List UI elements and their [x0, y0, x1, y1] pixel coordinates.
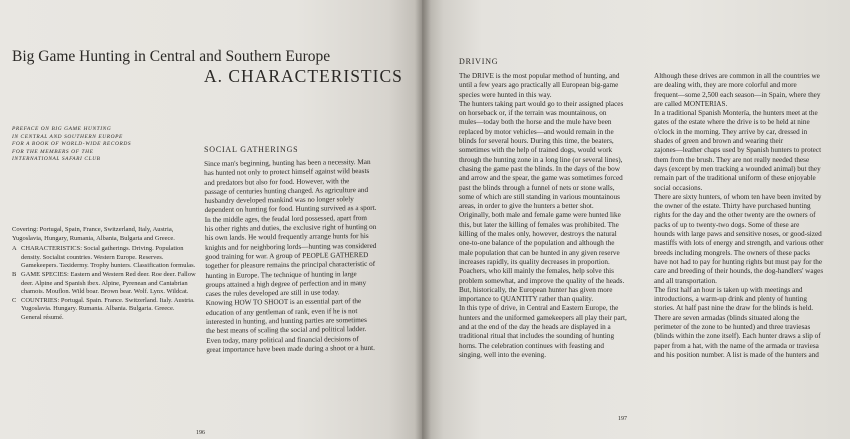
text-line: sometimes with the help of trained dogs, would work [459, 146, 613, 155]
text-line: mules—today both the horse and the mule have been [459, 118, 612, 127]
outline-text: CHARACTERISTICS: Social gatherings. Driving. Population density. Socialist countries. Western Europe. Reserves. Gamekeepers. Taxidermy. Trophy hunters. Classification formulas. [21, 245, 196, 270]
text-line: But, historically, the European hunter has given more [459, 285, 613, 294]
text-line: replaced by motor vehicles—and would remain in the [459, 127, 614, 136]
text-line: singing, well into the evening. [459, 350, 547, 359]
text-line: Although these drives are common in all the countries we [654, 72, 820, 80]
text-line: great importance have been made during a shoot or a hunt. [206, 343, 376, 354]
text-line: the best means of scaling the social and political ladder. [206, 325, 367, 336]
text-line: hunters and the uniformed gamekeepers all play their part, [459, 313, 627, 322]
text-line: and all transportation. [654, 276, 717, 285]
text-line: frequent—some 2,500 each season—in Spain, where they [654, 90, 821, 99]
text-line: In a traditional Spanish Montería, the hunters meet at the [654, 109, 818, 118]
outline-letter: A [12, 245, 17, 253]
text-line: together for pleasure remains the principal characteristic of [205, 260, 376, 271]
text-line: one-to-one balance of the population and although the [459, 239, 615, 248]
text-line: are called MONTERIAS. [654, 99, 728, 108]
text-line: Poachers, who kill mainly the females, help solve this [459, 267, 614, 276]
preface-line: PREFACE ON BIG GAME HUNTING [12, 126, 112, 132]
text-line: Since man's beginning, hunting has been a necessity. Man [204, 157, 371, 168]
preface-line: FOR THE MEMBERS OF THE [12, 148, 94, 155]
text-line: good training for war. A group of PEOPLE GATHERED [205, 250, 369, 261]
text-line: past the blinds through a funnel of nets or stone walls, [459, 183, 615, 192]
text-line: days (except by men tracking a wounded animal) but they [654, 164, 821, 173]
page-number: 197 [618, 416, 627, 422]
text-column-1 [459, 72, 627, 360]
preface-line: INTERNATIONAL SAFARI CLUB [12, 156, 101, 163]
text-line: shades of green and brown and wearing their [654, 137, 784, 146]
preface-line: FOR A BOOK OF WORLD-WIDE RECORDS [12, 141, 132, 148]
text-line: Originally, both male and female game were hunted like [459, 211, 621, 220]
text-line: interested in hunting, and hunting parties are sometimes [205, 316, 367, 327]
text-line: dependent on hunting for food. Hunting survived as a sport. [204, 204, 377, 215]
page-title: Big Game Hunting in Central and Southern Europe [12, 48, 331, 65]
text-line: this, but later the killing of females was prohibited. The [459, 220, 619, 229]
outline-text: COUNTRIES: Portugal. Spain. France. Switzerland. Italy. Austria. Yugoslavia. Hungary. Rumania. Albania. Bulgaria. Greece. General résumé. [21, 296, 195, 321]
text-line: passage of centuries hunting changed. As agriculture and [204, 185, 369, 196]
text-line: his other rights and duties, the exclusive right of hunting on [204, 222, 377, 234]
text-line: blinds for several hours. During this time, the beaters, [459, 137, 614, 146]
text-line: o'clock in the morning. They arrive by car, dressed in [654, 127, 808, 136]
text-line: chasing the game past the blinds. In the days of the bow [459, 164, 620, 173]
outline-letter: C [12, 296, 17, 304]
right-page [422, 0, 850, 439]
text-line: social occasions. [654, 183, 703, 192]
text-line: The hunters taking part would go to their assigned places [459, 99, 624, 108]
text-line: Even today, many political and financial decisions of [206, 334, 359, 345]
text-line: mastiffs with lots of energy and strength, and various other [654, 239, 824, 248]
text-line: stories. At half past nine the draw for the blinds is held. [654, 304, 814, 313]
text-column-2 [654, 72, 823, 360]
text-line: breeds including mongrels. The owners of these packs [654, 248, 810, 257]
text-line: rights for the day and the other twenty are the owners of [654, 211, 816, 220]
text-line: have not had to pay for hunting rights but must pay for the [654, 257, 823, 266]
section-subheading: SOCIAL GATHERINGS [204, 145, 299, 154]
text-line: groups attained a high degree of perfection and in many [205, 278, 367, 289]
left-page [0, 0, 422, 439]
text-line: care and breeding of their hounds, the dog-handlers' wages [654, 267, 824, 276]
text-line: and arrow and the spear, the game was sometimes forced [459, 174, 623, 183]
text-line: There are seven armadas (blinds situated along the [654, 313, 800, 322]
text-line: education of any gentleman of rank, even if he is not [205, 306, 358, 317]
text-line: species were hunted in this way. [459, 90, 552, 99]
text-line: paper from a hat, with the name of the armada or traviesa [654, 341, 819, 350]
preface-line: IN CENTRAL AND SOUTHERN EUROPE [12, 133, 123, 140]
text-line: The DRIVE is the most popular method of hunting, and [459, 72, 620, 80]
text-line: knights and for neighboring lords—hunting was considered [205, 241, 377, 252]
text-line: gates of the estate where the drive is to be held at nine [654, 118, 810, 127]
text-line: zajones—leather chaps used by Spanish hunters to protect [654, 146, 822, 155]
section-subheading: DRIVING [459, 57, 499, 66]
text-line: are dealing with, they are more colorful and more [654, 81, 797, 90]
text-line: has hunted not only to protect himself against wild beasts [204, 167, 370, 178]
text-line: and his position number. A list is made of the hunters and [654, 350, 819, 359]
text-line: killing of the males only, however, destroys the natural [459, 230, 617, 239]
covering-block [12, 226, 196, 323]
text-line: the owner of the estate. Thirty have purchased hunting [654, 202, 811, 211]
book-gutter [415, 0, 431, 439]
outline-item [12, 245, 196, 271]
text-line: horns. The celebration continues with feasting and [459, 341, 604, 350]
outline-text: GAME SPECIES: Eastern and Western Red deer. Roe deer. Fallow deer. Alpine and Spanish ibex. Alpine, Pyrenean and Cantabrian chamois. Mouflon. Wild boar. Brown bear. Wolf. Lynx. Wildcat. [21, 270, 196, 296]
text-line: packs of up to twenty-two dogs. Some of these are [654, 220, 800, 229]
text-line: In the middle ages, the feudal lord possessed, apart from [204, 213, 368, 224]
section-heading: A. CHARACTERISTICS [204, 66, 403, 86]
text-line: husbandry developed mankind was no longer solely [204, 195, 354, 206]
text-line: cases the rules developed are still in use today. [205, 288, 340, 299]
text-line: hunting in Europe. The technique of hunting in large [205, 269, 357, 280]
text-line: increases rapidly, its quality decreases in proportion. [459, 257, 610, 266]
text-line: importance to QUANTITY rather than quality. [459, 295, 594, 304]
text-line: his own lands. He would frequently arrange hunts for his [204, 232, 369, 243]
text-line: remain part of the traditional uniform of these enjoyable [654, 174, 816, 183]
outline-letter: B [12, 270, 17, 278]
page-number: 196 [196, 430, 205, 436]
text-line: male population that can be hunted in any given reserve [459, 248, 620, 257]
text-line: until a few years ago practically all European big-game [459, 81, 619, 90]
outline-item [12, 297, 196, 323]
covering-text: Covering: Portugal, Spain, France, Switzerland, Italy, Austria, Yugoslavia, Hungary, Rumania, Albania, Bulgaria and Greece. [12, 226, 175, 242]
text-line: traditional ritual that includes the sounding of hunting [459, 332, 615, 341]
text-line: them from the brush. They are not really needed these [654, 155, 810, 164]
text-line: The first half an hour is taken up with meetings and [654, 285, 803, 294]
outline-item [12, 271, 196, 297]
text-line: areas, in order to give the hunters a better shot. [459, 202, 594, 211]
text-line: In this type of drive, in Central and Eastern Europe, the [459, 304, 619, 313]
text-line: some of which are still standing in various mountainous [459, 192, 620, 201]
text-line: on horseback or, if the terrain was mountainous, on [459, 109, 607, 118]
body-text [204, 158, 378, 355]
text-line: There are sixty hunters, of whom ten have been invited by [654, 192, 822, 201]
text-line: through the hunting zone in a long line (or several lines), [459, 155, 623, 164]
text-line: and predators but also for food. However, with the [204, 176, 350, 187]
text-line: perimeter of the zone to be hunted) and three traviesas [654, 323, 811, 332]
text-line: problem somewhat, and improve the quality of the heads. [459, 276, 625, 285]
text-line: hounds with large paws and sensitive noses, or good-sized [654, 230, 822, 239]
text-line: and at the end of the day the heads are displayed in a [459, 323, 611, 332]
text-line: introductions, a warm-up drink and plenty of hunting [654, 295, 807, 304]
text-line: (blinds within the zone itself). Each hunter draws a slip of [654, 332, 821, 341]
text-line: Knowing HOW TO SHOOT is an essential part of the [205, 297, 362, 308]
preface-block [12, 126, 131, 164]
